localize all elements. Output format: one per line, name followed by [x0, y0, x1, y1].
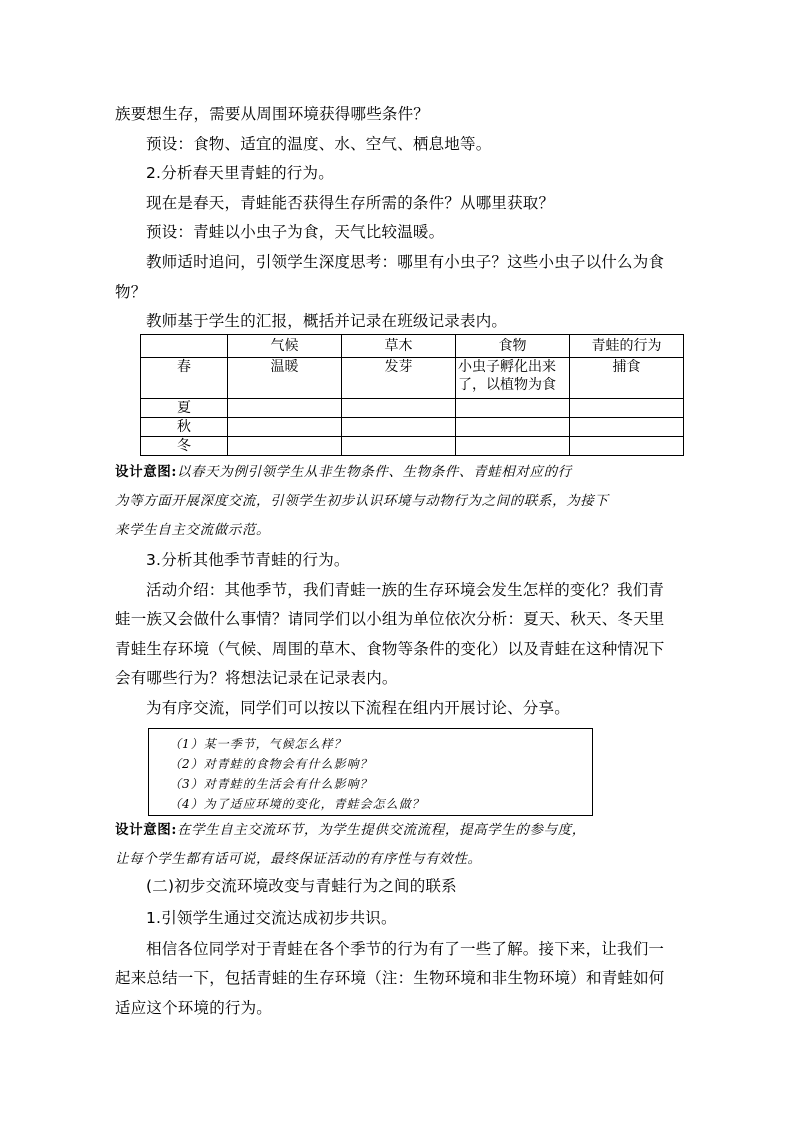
design-intent-line — [115, 820, 690, 840]
paragraph: 适应这个环境的行为。 — [115, 999, 273, 1017]
table-header-cell — [141, 335, 228, 358]
paragraph: 现在是春天，青蛙能否获得生存所需的条件？从哪里获取？ — [146, 194, 555, 212]
paragraph: 蛙一族又会做什么事情？请同学们以小组为单位依次分析：夏天、秋天、冬天里 — [115, 610, 665, 628]
table-header-cell: 气候 — [228, 335, 342, 358]
table-cell: 春 — [141, 358, 228, 399]
table-cell: 夏 — [141, 399, 228, 418]
design-intent-text: 以春天为例引领学生从非生物条件、生物条件、青蛙相对应的行 — [176, 464, 572, 480]
flow-step: （2）对青蛙的食物会有什么影响？ — [169, 757, 373, 771]
table-cell: 冬 — [141, 437, 228, 456]
design-intent-line: 为等方面开展深度交流，引领学生初步认识环境与动物行为之间的联系，为接下 — [115, 493, 609, 509]
paragraph: 教师适时追问，引领学生深度思考：哪里有小虫子？这些小虫子以什么为食 — [146, 253, 665, 271]
design-intent-line — [115, 462, 690, 482]
table-cell: 温暖 — [228, 358, 342, 399]
table-header-cell: 青蛙的行为 — [570, 335, 684, 358]
table-cell — [570, 437, 684, 456]
paragraph: 教师基于学生的汇报，概括并记录在班级记录表内。 — [146, 312, 508, 330]
table-row — [141, 399, 684, 418]
design-intent-line: 来学生自主交流做示范。 — [115, 522, 271, 538]
table-cell — [456, 399, 570, 418]
flow-step: （3）对青蛙的生活会有什么影响？ — [169, 777, 373, 791]
design-intent-line: 让每个学生都有话可说，最终保证活动的有序性与有效性。 — [115, 851, 482, 867]
flow-step: （4）为了适应环境的变化，青蛙会怎么做？ — [169, 797, 425, 811]
table-cell — [342, 418, 456, 437]
table-row — [141, 437, 684, 456]
table-cell — [228, 437, 342, 456]
paragraph: 预设：食物、适宜的温度、水、空气、栖息地等。 — [146, 135, 492, 153]
table-cell — [342, 399, 456, 418]
paragraph: 起来总结一下，包括青蛙的生存环境（注：生物环境和非生物环境）和青蛙如何 — [115, 969, 665, 987]
section-heading: (二)初步交流环境改变与青蛙行为之间的联系 — [146, 877, 457, 895]
table-cell — [456, 418, 570, 437]
paragraph: 物？ — [115, 283, 147, 301]
discussion-flow-box — [148, 728, 593, 816]
paragraph: 为有序交流，同学们可以按以下流程在组内开展讨论、分享。 — [146, 699, 570, 717]
table-row — [141, 418, 684, 437]
paragraph: 会有哪些行为？将想法记录在记录表内。 — [115, 669, 398, 687]
table-row — [141, 358, 684, 399]
paragraph: 青蛙生存环境（气候、周围的草木、食物等条件的变化）以及青蛙在这种情况下 — [115, 640, 665, 658]
table-header-row — [141, 335, 684, 358]
paragraph: 活动介绍：其他季节，我们青蛙一族的生存环境会发生怎样的变化？我们青 — [146, 581, 665, 599]
paragraph: 预设：青蛙以小虫子为食，天气比较温暖。 — [146, 223, 445, 241]
paragraph: 族要想生存，需要从周围环境获得哪些条件？ — [115, 105, 430, 123]
table-cell — [570, 418, 684, 437]
design-intent-text: 在学生自主交流环节，为学生提供交流流程，提高学生的参与度， — [176, 822, 586, 838]
section-heading: 2.分析春天里青蛙的行为。 — [146, 164, 334, 182]
table-cell: 小虫子孵化出来了，以植物为食 — [456, 358, 570, 399]
paragraph: 相信各位同学对于青蛙在各个季节的行为有了一些了解。接下来，让我们一 — [146, 940, 665, 958]
table-cell — [456, 437, 570, 456]
design-intent-label: 设计意图: — [115, 464, 177, 480]
table-cell — [228, 418, 342, 437]
section-heading: 3.分析其他季节青蛙的行为。 — [146, 551, 350, 569]
table-cell — [228, 399, 342, 418]
season-record-table — [140, 334, 684, 456]
table-cell: 捕食 — [570, 358, 684, 399]
table-cell: 发芽 — [342, 358, 456, 399]
table-cell — [570, 399, 684, 418]
table-cell — [342, 437, 456, 456]
table-header-cell: 食物 — [456, 335, 570, 358]
section-heading: 1.引领学生通过交流达成初步共识。 — [146, 909, 397, 927]
flow-step: （1）某一季节，气候怎么样？ — [169, 737, 347, 751]
table-header-cell: 草木 — [342, 335, 456, 358]
table-cell: 秋 — [141, 418, 228, 437]
design-intent-label: 设计意图: — [115, 822, 177, 838]
